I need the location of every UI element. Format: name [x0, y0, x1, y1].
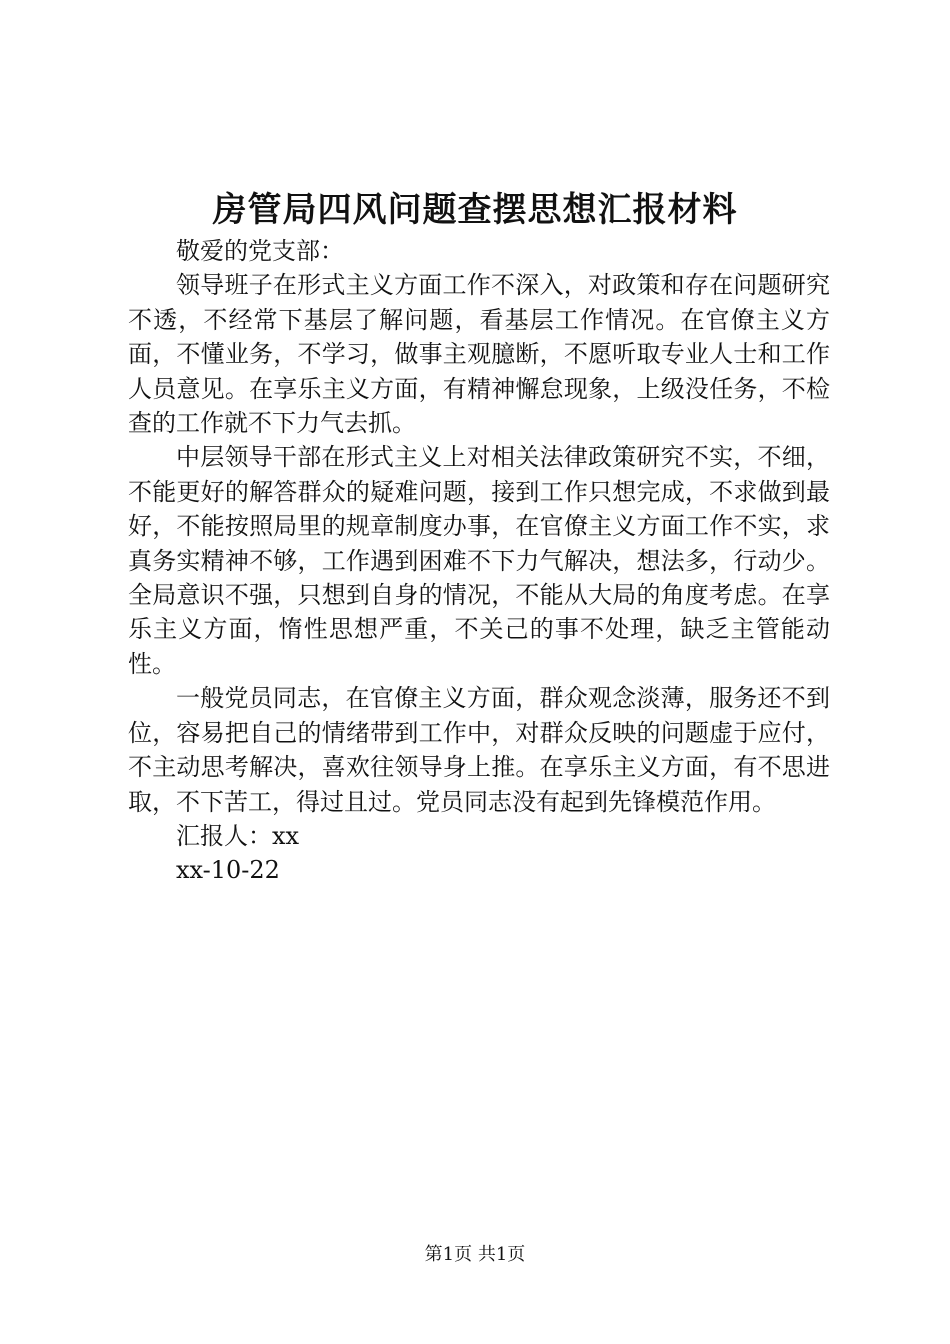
document-body: [128, 234, 830, 888]
document-title: 房管局四风问题查摆思想汇报材料: [212, 190, 738, 230]
report-date: xx-10-22: [176, 856, 280, 885]
salutation: 敬爱的党支部：: [176, 237, 344, 265]
reporter-line: 汇报人：xx: [176, 821, 300, 850]
paragraph-party-members: 一般党员同志，在官僚主义方面，群众观念淡薄，服务还不到位，容易把自己的情绪带到工作中，对群众反映的问题虚于应付，不主动思考解决，喜欢往领导身上推。在享乐主义方面，有不思进取，不下苦工，得过且过。党员同志没有起到先锋模范作用。: [128, 684, 830, 816]
page-footer: 第1页 共1页: [424, 1244, 526, 1265]
paragraph-middle-cadres: 中层领导干部在形式主义上对相关法律政策研究不实，不细，不能更好的解答群众的疑难问题，接到工作只想完成，不求做到最好，不能按照局里的规章制度办事，在官僚主义方面工作不实，求真务实精神不够，工作遇到困难不下力气解决，想法多，行动少。全局意识不强，只想到自身的情况，不能从大局的角度考虑。在享乐主义方面，惰性思想严重，不关己的事不处理，缺乏主管能动性。: [128, 443, 830, 678]
paragraph-leadership: 领导班子在形式主义方面工作不深入，对政策和存在问题研究不透，不经常下基层了解问题，看基层工作情况。在官僚主义方面，不懂业务，不学习，做事主观臆断，不愿听取专业人士和工作人员意见。在享乐主义方面，有精神懈怠现象，上级没任务，不检查的工作就不下力气去抓。: [128, 271, 830, 438]
